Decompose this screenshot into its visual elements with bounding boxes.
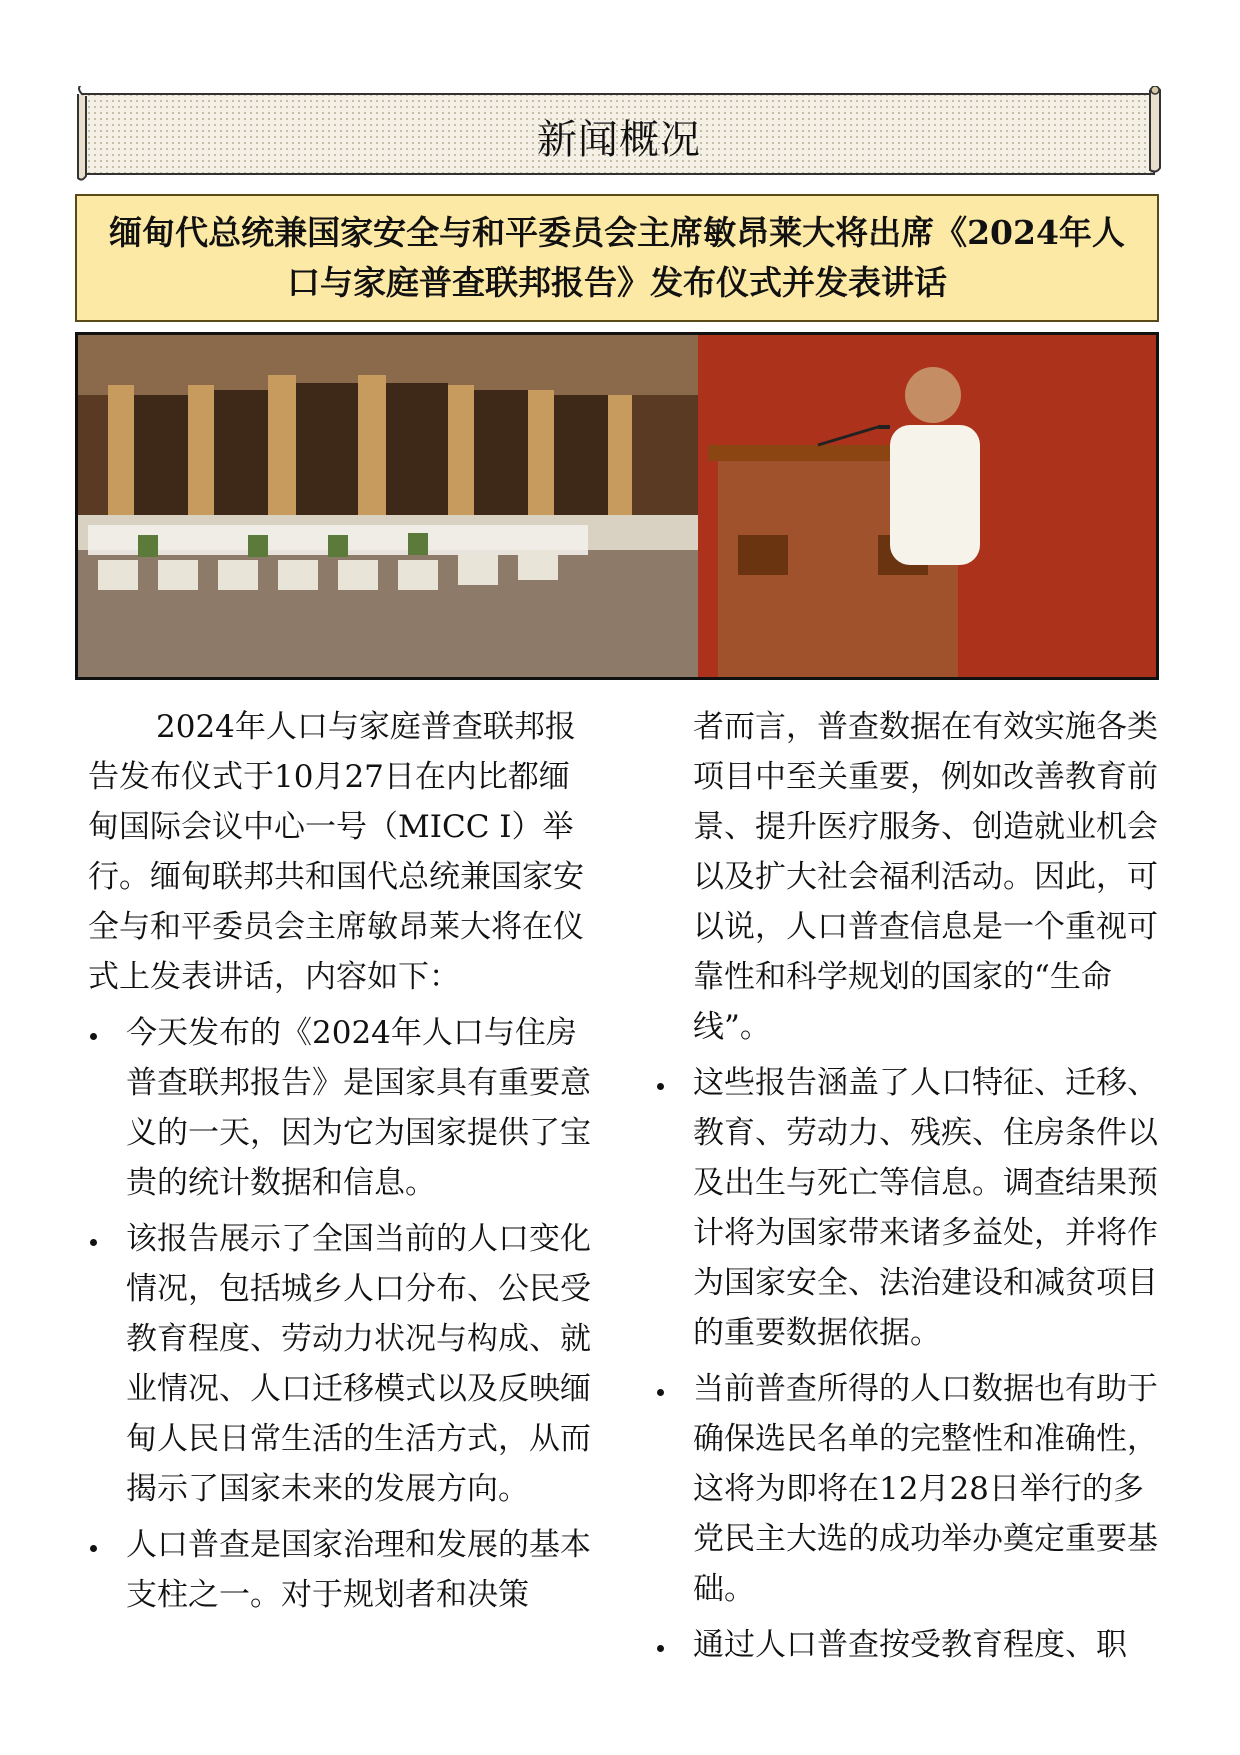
banner-title: 新闻概况 (537, 117, 701, 163)
list-item: 当前普查所得的人口数据也有助于确保选民名单的完整性和准确性，这将为即将在12月28日举行的多党民主大选的成功举办奠定重要基础。 (655, 1364, 1165, 1614)
list-item: 今天发布的《2024年人口与住房普查联邦报告》是国家具有重要意义的一天，因为它为国家提供了宝贵的统计数据和信息。 (88, 1008, 598, 1208)
right-bullet-list (655, 1058, 1165, 1670)
photo-illustration (78, 335, 1156, 677)
article-intro: 2024年人口与家庭普查联邦报告发布仪式于10月27日在内比都缅甸国际会议中心一号（MICC Ⅰ）举行。缅甸联邦共和国代总统兼国家安全与和平委员会主席敏昂莱大将在仪式上发表讲话，内容如下： (88, 709, 584, 995)
list-item: 通过人口普查按受教育程度、职 (655, 1620, 1165, 1670)
article-continuation: 者而言，普查数据在有效实施各类项目中至关重要，例如改善教育前景、提升医疗服务、创造就业机会以及扩大社会福利活动。因此，可以说，人口普查信息是一个重视可靠性和科学规划的国家的“生命线”。 (693, 709, 1158, 1045)
list-item: 这些报告涵盖了人口特征、迁移、教育、劳动力、残疾、住房条件以及出生与死亡等信息。调查结果预计将为国家带来诸多益处，并将作为国家安全、法治建设和减贫项目的重要数据依据。 (655, 1058, 1165, 1358)
section-banner (74, 86, 1164, 182)
conference-hall-image (78, 335, 698, 677)
left-bullet-list (88, 1008, 598, 1620)
headline-box (75, 194, 1159, 322)
article-right-column (655, 702, 1165, 1670)
speaker-image (698, 335, 1156, 677)
headline-text: 缅甸代总统兼国家安全与和平委员会主席敏昂莱大将出席《2024年人口与家庭普查联邦报告》发布仪式并发表讲话 (109, 213, 1125, 302)
news-photo (75, 332, 1159, 680)
article-left-column (88, 702, 598, 1620)
list-item: 该报告展示了全国当前的人口变化情况，包括城乡人口分布、公民受教育程度、劳动力状况与构成、就业情况、人口迁移模式以及反映缅甸人民日常生活的生活方式，从而揭示了国家未来的发展方向。 (88, 1214, 598, 1514)
list-item: 人口普查是国家治理和发展的基本支柱之一。对于规划者和决策 (88, 1520, 598, 1620)
